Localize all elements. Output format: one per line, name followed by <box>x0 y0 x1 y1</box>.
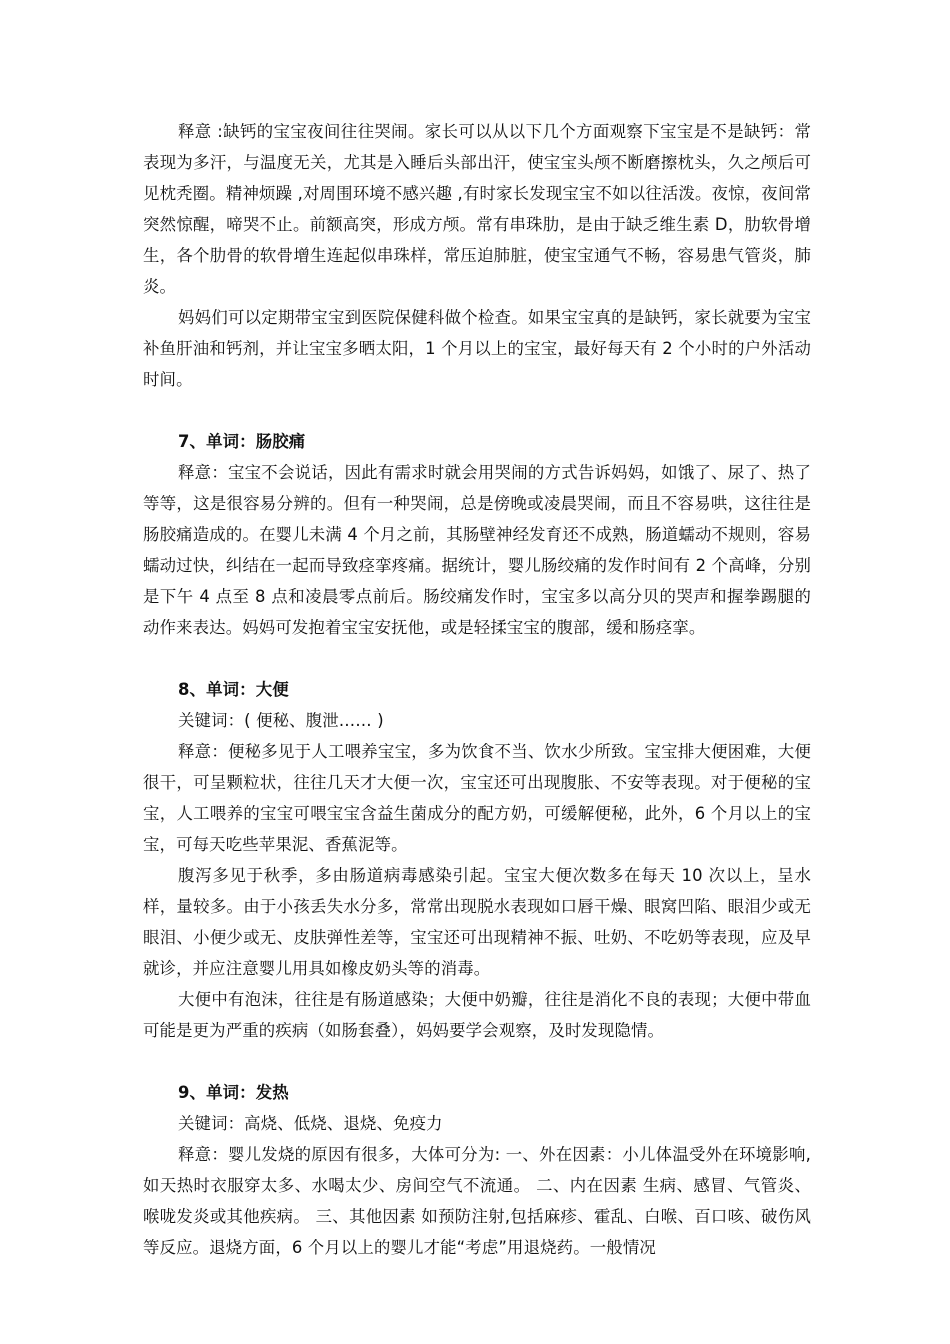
section-gap <box>143 1046 811 1077</box>
section-9-heading: 9、单词：发热 <box>178 1083 289 1102</box>
section-8-paragraph-3: 大便中有泡沫，往往是有肠道感染；大便中奶瓣，往往是消化不良的表现；大便中带血可能是更为严重的疾病（如肠套叠），妈妈要学会观察，及时发现隐情。 <box>143 990 811 1040</box>
section-8-heading: 8、单词：大便 <box>178 680 289 699</box>
section-9-keywords: 关键词：高烧、低烧、退烧、免疫力 <box>178 1114 443 1133</box>
section-8-paragraph-2: 腹泻多见于秋季，多由肠道病毒感染引起。宝宝大便次数多在每天 10 次以上，呈水样，量较多。由于小孩丢失水分多，常常出现脱水表现如口唇干燥、眼窝凹陷、眼泪少或无眼泪、小便少或无、皮肤弹性差等，宝宝还可出现精神不振、吐奶、不吃奶等表现，应及早就诊，并应注意婴儿用具如橡皮奶头等的消毒。 <box>143 866 811 978</box>
section-gap <box>143 395 811 426</box>
section-7-paragraph-1: 释意：宝宝不会说话，因此有需求时就会用哭闹的方式告诉妈妈，如饿了、尿了、热了等等，这是很容易分辨的。但有一种哭闹，总是傍晚或凌晨哭闹，而且不容易哄，这往往是肠胶痛造成的。在婴儿未满 4 个月之前，其肠壁神经发育还不成熟，肠道蠕动不规则，容易蠕动过快，纠结在一起而导致痉挛疼痛。据统计，婴儿肠绞痛的发作时间有 2 个高峰，分别是下午 4 点至 8 点和凌晨零点前后。肠绞痛发作时，宝宝多以高分贝的哭声和握拳踢腿的动作来表达。妈妈可发抱着宝宝安抚他，或是轻揉宝宝的腹部，缓和肠痉挛。 <box>143 463 811 637</box>
intro-paragraph-1: 释意 :缺钙的宝宝夜间往往哭闹。家长可以从以下几个方面观察下宝宝是不是缺钙：常表现为多汗，与温度无关，尤其是入睡后头部出汗，使宝宝头颅不断磨擦枕头，久之颅后可见枕秃圈。精神烦躁 ,对周围环境不感兴趣 ,有时家长发现宝宝不如以往活泼。夜惊，夜间常突然惊醒，啼哭不止。前额高突，形成方颅。常有串珠肋，是由于缺乏维生素 D，肋软骨增生，各个肋骨的软骨增生连起似串珠样，常压迫肺脏，使宝宝通气不畅，容易患气管炎，肺炎。 <box>143 122 811 296</box>
section-9-paragraph-1: 释意：婴儿发烧的原因有很多，大体可分为: 一、外在因素：小儿体温受外在环境影响,如天热时衣服穿太多、水喝太少、房间空气不流通。 二、内在因素 生病、感冒、气管炎、喉咙发炎或其他疾病。 三、其他因素 如预防注射,包括麻疹、霍乱、白喉、百口咳、破伤风等反应。退烧方面，6 个月以上的婴儿才能“考虑”用退烧药。一般情况 <box>143 1145 811 1257</box>
section-8-keywords: 关键词：( 便秘、腹泄…… ) <box>178 711 384 730</box>
section-7-heading: 7、单词：肠胶痛 <box>178 432 306 451</box>
section-8-paragraph-1: 释意：便秘多见于人工喂养宝宝，多为饮食不当、饮水少所致。宝宝排大便困难，大便很干，可呈颗粒状，往往几天才大便一次，宝宝还可出现腹胀、不安等表现。对于便秘的宝宝，人工喂养的宝宝可喂宝宝含益生菌成分的配方奶，可缓解便秘，此外，6 个月以上的宝宝，可每天吃些苹果泥、香蕉泥等。 <box>143 742 811 854</box>
section-gap <box>143 643 811 674</box>
intro-paragraph-2: 妈妈们可以定期带宝宝到医院保健科做个检查。如果宝宝真的是缺钙，家长就要为宝宝补鱼肝油和钙剂，并让宝宝多晒太阳，1 个月以上的宝宝，最好每天有 2 个小时的户外活动时间。 <box>143 308 811 389</box>
document-page <box>143 116 811 1263</box>
